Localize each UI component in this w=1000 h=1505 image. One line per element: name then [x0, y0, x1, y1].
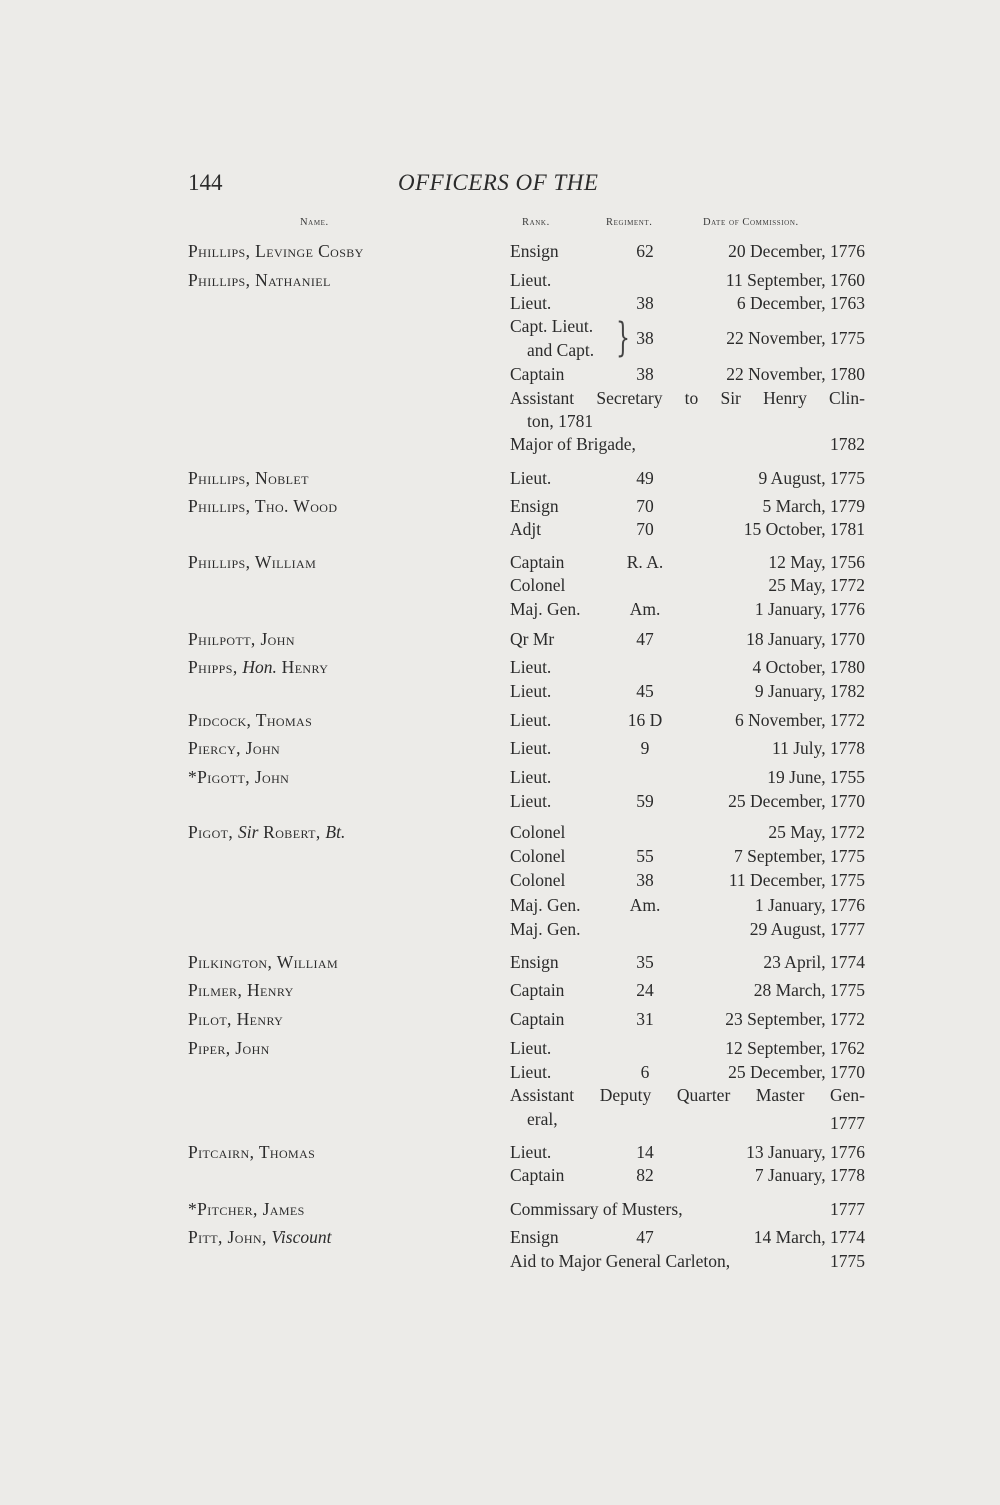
brace-glyph: } [616, 315, 630, 361]
commission-date: 12 May, 1756 [768, 552, 865, 572]
commission-date: 25 December, 1770 [728, 791, 865, 811]
table-row [0, 820, 1000, 844]
table-row [0, 239, 1000, 263]
rank: Lieut. [510, 681, 552, 701]
rank: Lieut. [510, 1062, 552, 1082]
rank: Captain [510, 552, 565, 572]
table-row [0, 736, 1000, 760]
rank: Captain [510, 364, 565, 384]
officer-name: Piper, John [188, 1038, 270, 1058]
regiment: 38 [636, 293, 654, 313]
commission-date: 6 December, 1763 [736, 293, 865, 313]
officer-name: Phillips, Noblet [188, 468, 309, 488]
rank: Maj. Gen. [510, 895, 581, 915]
commission-date: 5 March, 1779 [762, 496, 865, 516]
header-date: Date of Commission. [703, 217, 799, 228]
rank: Lieut. [510, 1038, 552, 1058]
table-row [0, 627, 1000, 651]
rank: Ensign [510, 952, 559, 972]
regiment: R. A. [626, 552, 664, 572]
commission-date: 9 January, 1782 [754, 681, 865, 701]
officer-name: Pitcairn, Thomas [188, 1142, 316, 1162]
table-row [0, 409, 1000, 433]
table-row [0, 1007, 1000, 1031]
regiment: 14 [636, 1142, 654, 1162]
regiment: 16 D [627, 710, 663, 730]
regiment: 47 [636, 1227, 654, 1247]
commission-date: 1782 [830, 434, 865, 454]
commission-date: 11 December, 1775 [728, 870, 865, 890]
commission-date: 1 January, 1776 [754, 895, 865, 915]
table-row [0, 268, 1000, 292]
officer-name: Pidcock, Thomas [188, 710, 313, 730]
rank: Captain [510, 1165, 565, 1185]
commission-date: 25 May, 1772 [768, 822, 865, 842]
table-row [0, 314, 1000, 348]
officer-name: Piercy, John [188, 738, 281, 758]
officer-name: Phillips, Tho. Wood [188, 496, 338, 516]
rank: Ensign [510, 496, 559, 516]
table-row [0, 978, 1000, 1002]
table-row [0, 655, 1000, 679]
rank: Colonel [510, 575, 566, 595]
commission-date: 12 September, 1762 [725, 1038, 865, 1058]
commission-date: 9 August, 1775 [758, 468, 865, 488]
regiment: 82 [636, 1165, 654, 1185]
rank: Lieut. [510, 468, 552, 488]
table-row [0, 386, 1000, 410]
commission-date: 18 January, 1770 [746, 629, 865, 649]
appointment-text: Assistant Secretary to Sir Henry Clin- [510, 388, 865, 408]
commission-date: 20 December, 1776 [728, 241, 865, 261]
officer-name: Phipps, Hon. Henry [188, 657, 329, 677]
page-number: 144 [188, 170, 223, 195]
appointment-text: Assistant Deputy Quarter Master Gen- [510, 1085, 865, 1105]
regiment: Am. [629, 895, 661, 915]
commission-date: 13 January, 1776 [746, 1142, 865, 1162]
rank: Lieut. [510, 710, 552, 730]
rank: Maj. Gen. [510, 599, 581, 619]
table-row [0, 893, 1000, 917]
regiment: 59 [636, 791, 654, 811]
table-row [0, 573, 1000, 597]
commission-date: 22 November, 1780 [726, 364, 865, 384]
table-row [0, 1060, 1000, 1084]
table-row [0, 917, 1000, 941]
commission-date: 28 March, 1775 [753, 980, 865, 1000]
rank: Lieut. [510, 1142, 552, 1162]
header-name: Name. [300, 217, 329, 228]
table-row [0, 765, 1000, 789]
officer-name: Phillips, William [188, 552, 317, 572]
commission-date: 6 November, 1772 [734, 710, 865, 730]
rank: Aid to Major General Carleton, [510, 1251, 731, 1271]
commission-date: 7 September, 1775 [733, 846, 865, 866]
table-row [0, 1140, 1000, 1164]
rank: Ensign [510, 1227, 559, 1247]
commission-date: 23 September, 1772 [725, 1009, 865, 1029]
commission-date: 4 October, 1780 [752, 657, 865, 677]
rank: Colonel [510, 822, 566, 842]
table-row [0, 338, 1000, 362]
commission-date: 1775 [830, 1251, 865, 1271]
officer-name: *Pitcher, James [188, 1199, 305, 1219]
table-row [0, 1107, 1000, 1131]
regiment: 47 [636, 629, 654, 649]
rank: Lieut. [510, 293, 552, 313]
rank: Colonel [510, 846, 566, 866]
regiment: Am. [629, 599, 661, 619]
regiment: 38 [636, 328, 654, 348]
table-row [0, 1249, 1000, 1273]
header-rank: Rank. [522, 217, 550, 228]
regiment: 31 [636, 1009, 654, 1029]
commission-date: 14 March, 1774 [753, 1227, 865, 1247]
commission-date: 29 August, 1777 [749, 919, 865, 939]
rank: Ensign [510, 241, 559, 261]
rank: Maj. Gen. [510, 919, 581, 939]
rank: Major of Brigade, [510, 434, 636, 454]
table-row [0, 1163, 1000, 1187]
commission-date: 25 May, 1772 [768, 575, 865, 595]
commission-date: 23 April, 1774 [763, 952, 865, 972]
officer-name: Phillips, Nathaniel [188, 270, 331, 290]
table-row [0, 1197, 1000, 1221]
table-row [0, 517, 1000, 541]
table-row [0, 432, 1000, 456]
officer-name: Phillips, Levinge Cosby [188, 241, 364, 261]
table-row [0, 789, 1000, 813]
table-row [0, 1225, 1000, 1249]
table-row [0, 597, 1000, 621]
commission-date: 19 June, 1755 [767, 767, 865, 787]
commission-date: 1777 [830, 1113, 865, 1133]
regiment: 49 [636, 468, 654, 488]
rank: Captain [510, 1009, 565, 1029]
regiment: 70 [636, 496, 654, 516]
rank: Colonel [510, 870, 566, 890]
table-row [0, 362, 1000, 386]
table-row [0, 291, 1000, 315]
commission-date: 25 December, 1770 [728, 1062, 865, 1082]
appointment-text: eral, [527, 1109, 558, 1129]
officer-name: *Pigott, John [188, 767, 290, 787]
regiment: 70 [636, 519, 654, 539]
rank: Lieut. [510, 270, 552, 290]
table-row [0, 868, 1000, 892]
rank: Lieut. [510, 791, 552, 811]
regiment: 35 [636, 952, 654, 972]
officer-name: Pigot, Sir Robert, Bt. [188, 822, 346, 842]
rank: Lieut. [510, 738, 552, 758]
rank: Lieut. [510, 657, 552, 677]
rank: Qr Mr [510, 629, 555, 649]
commission-date: 11 September, 1760 [725, 270, 865, 290]
rank: Lieut. [510, 767, 552, 787]
table-row [0, 844, 1000, 868]
table-row [0, 494, 1000, 518]
rank: Commissary of Musters, [510, 1199, 683, 1219]
regiment: 45 [636, 681, 654, 701]
officer-name: Pilot, Henry [188, 1009, 284, 1029]
commission-date: 22 November, 1775 [726, 328, 865, 348]
table-row [0, 708, 1000, 732]
regiment: 38 [636, 364, 654, 384]
table-row [0, 950, 1000, 974]
regiment: 6 [640, 1062, 650, 1082]
officer-name: Pilkington, William [188, 952, 339, 972]
table-row [0, 466, 1000, 490]
regiment: 55 [636, 846, 654, 866]
rank: and Capt. [527, 340, 595, 360]
header-regiment: Regiment. [606, 217, 653, 228]
commission-date: 1777 [830, 1199, 865, 1219]
officer-name: Pilmer, Henry [188, 980, 294, 1000]
officer-name: Philpott, John [188, 629, 295, 649]
officer-name: Pitt, John, Viscount [188, 1227, 332, 1247]
regiment: 9 [640, 738, 650, 758]
table-row [0, 1036, 1000, 1060]
table-row [0, 679, 1000, 703]
appointment-text: ton, 1781 [527, 411, 594, 431]
commission-date: 1 January, 1776 [754, 599, 865, 619]
rank: Capt. Lieut. [510, 316, 594, 336]
regiment: 62 [636, 241, 654, 261]
commission-date: 15 October, 1781 [743, 519, 865, 539]
table-row [0, 550, 1000, 574]
rank: Adjt [510, 519, 542, 539]
regiment: 24 [636, 980, 654, 1000]
regiment: 38 [636, 870, 654, 890]
rank: Captain [510, 980, 565, 1000]
running-head: OFFICERS OF THE [398, 170, 599, 195]
table-row [0, 1083, 1000, 1107]
commission-date: 11 July, 1778 [771, 738, 865, 758]
commission-date: 7 January, 1778 [754, 1165, 865, 1185]
